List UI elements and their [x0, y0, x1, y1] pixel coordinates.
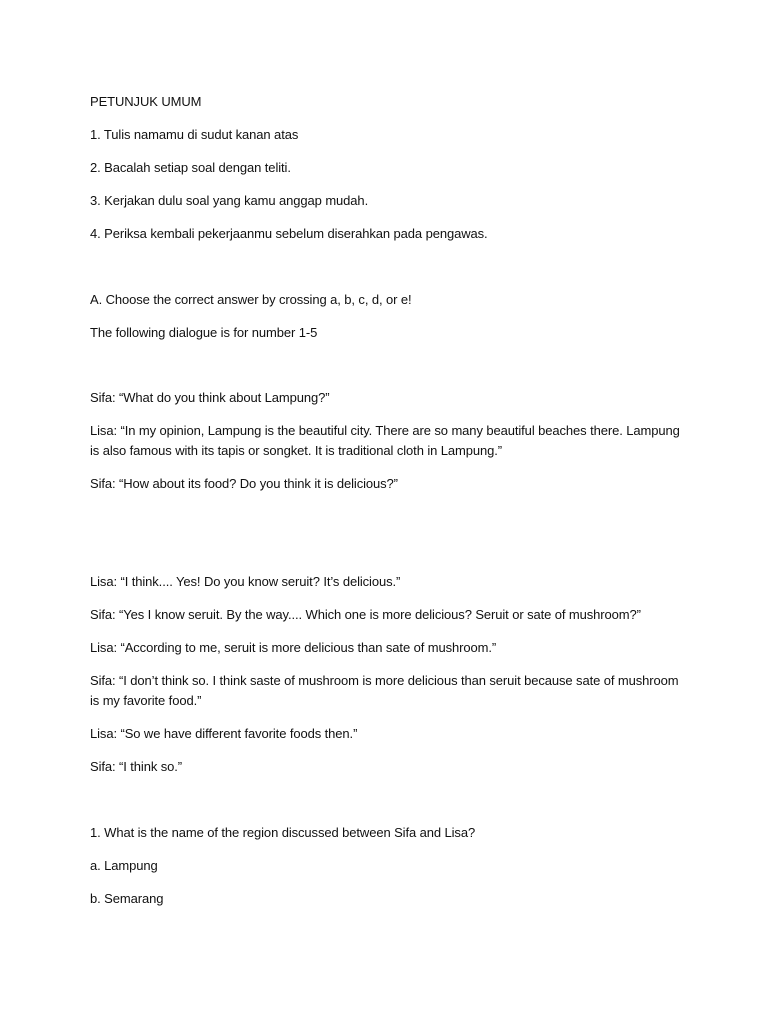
question-text: 1. What is the name of the region discussed between Sifa and Lisa?: [90, 825, 476, 840]
dialogue-line: Sifa: “I don’t think so. I think saste of mushroom is more delicious than seruit because sate of mushroom is my favorite food.”: [90, 673, 679, 708]
dialogue-line: Lisa: “So we have different favorite foods then.”: [90, 726, 358, 741]
section-a-title: A. Choose the correct answer by crossing a, b, c, d, or e!: [90, 292, 412, 307]
dialogue-line: Sifa: “What do you think about Lampung?”: [90, 390, 330, 405]
dialogue-line: Sifa: “I think so.”: [90, 759, 183, 774]
answer-option: b. Semarang: [90, 891, 164, 906]
instruction-item: 3. Kerjakan dulu soal yang kamu anggap mudah.: [90, 193, 369, 208]
instructions-heading: PETUNJUK UMUM: [90, 94, 202, 109]
section-a-subtitle: The following dialogue is for number 1-5: [90, 325, 318, 340]
instruction-item: 4. Periksa kembali pekerjaanmu sebelum diserahkan pada pengawas.: [90, 226, 488, 241]
instruction-item: 1. Tulis namamu di sudut kanan atas: [90, 127, 299, 142]
dialogue-line: Sifa: “Yes I know seruit. By the way.... Which one is more delicious? Seruit or sate of mushroom?”: [90, 607, 641, 622]
answer-option: a. Lampung: [90, 858, 158, 873]
dialogue-line: Sifa: “How about its food? Do you think it is delicious?”: [90, 476, 398, 491]
dialogue-line: Lisa: “According to me, seruit is more delicious than sate of mushroom.”: [90, 640, 497, 655]
dialogue-line: Lisa: “In my opinion, Lampung is the beautiful city. There are so many beautiful beaches there. Lampung is also famous with its tapis or songket. It is traditional cloth in Lampung.”: [90, 423, 680, 458]
instruction-item: 2. Bacalah setiap soal dengan teliti.: [90, 160, 291, 175]
dialogue-line: Lisa: “I think.... Yes! Do you know seruit? It’s delicious.”: [90, 574, 401, 589]
